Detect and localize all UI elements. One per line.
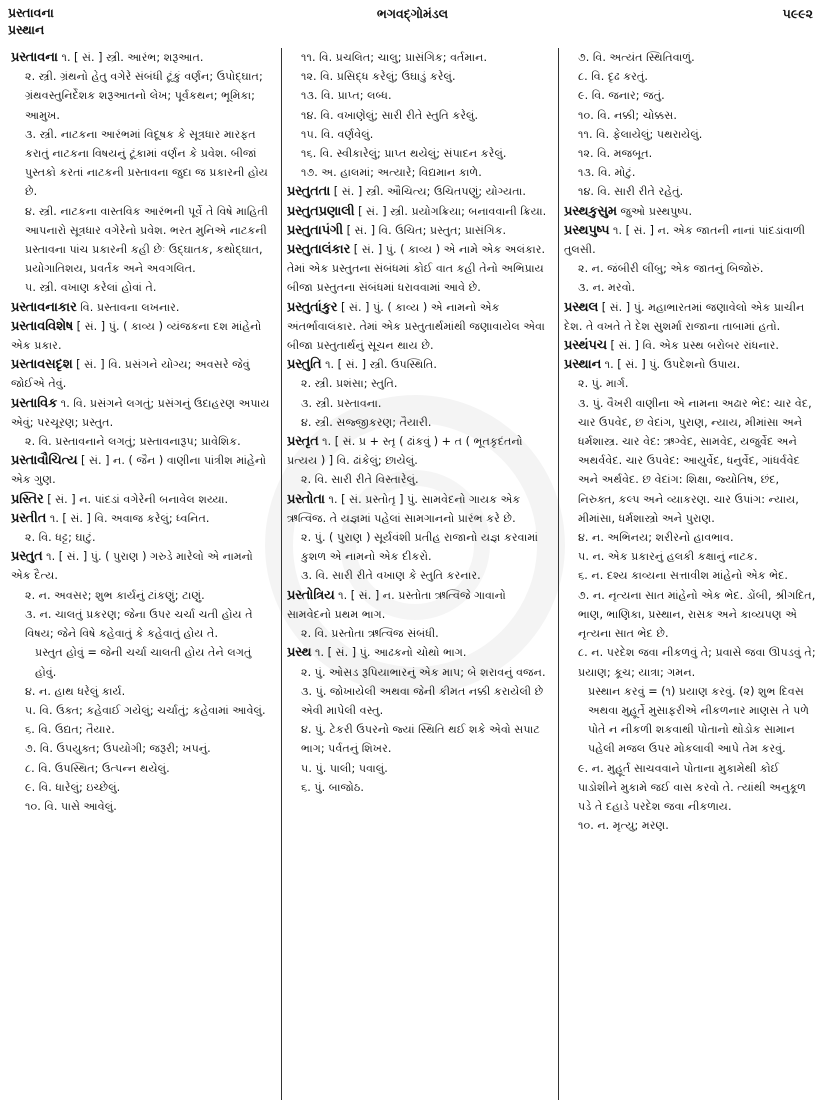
- entry-sense: [287, 48, 553, 67]
- definition-text: ૬. પું. બાજોઠ.: [301, 780, 364, 794]
- entry-sense: [11, 682, 276, 701]
- definition-text: ૪. ન. અભિનય; શરીરનો હાવભાવ.: [578, 531, 734, 545]
- definition-text: ૧. [ સં. ] સ્ત્રી. ઉપસ્થિતિ.: [321, 358, 437, 372]
- definition-text: ૨. ન. અવસર; શુભ કાર્યનું ટાંકણું; ટાણું.: [25, 588, 205, 602]
- headword: પ્રસ્થલ: [564, 299, 599, 315]
- definition-text: પ્રસ્તુત હોવું = જેની ચર્ચા ચાલતી હોય તેને લગતું હોવું.: [35, 646, 255, 679]
- entry-sense: [287, 566, 553, 585]
- entry-sense: [11, 125, 276, 202]
- dictionary-entry: [11, 48, 276, 67]
- entry-sense: [287, 778, 553, 797]
- column-left: [6, 48, 281, 1100]
- headword: પ્રસ્તાવના: [11, 50, 58, 65]
- definition-text: ૧. વિ. પ્રસંગને લગતું; પ્રસંગનું ઉદાહરણ અપાય એવું; પરચૂરણ; પ્રસ્તુત.: [11, 396, 274, 429]
- first-entry-label: પ્રસ્તાવના: [8, 5, 54, 20]
- definition-text: ૩. વિ. સારી રીતે વખાણ કે સ્તુતિ કરનાર.: [301, 569, 481, 583]
- entry-sense: [564, 48, 816, 67]
- definition-text: ૧૫. વિ. વર્ણવેલું.: [301, 127, 374, 141]
- dictionary-entry: [287, 202, 553, 221]
- entry-sense: [564, 259, 816, 278]
- entry-sense: [564, 182, 816, 201]
- definition-text: [ સં. ] પું. મહાભારતમાં જણાવેલો એક પ્રાચીન દેશ. તે વખતે તે દેશ સુશર્મા રાજાના તાબામાં હતો.: [564, 300, 808, 333]
- dictionary-entry: [11, 547, 276, 585]
- definition-text: ૯. વિ. જનાર; જતું.: [578, 89, 665, 103]
- definition-text: [ સં. ] ન. ( જૈન ) વાણીના પાંત્રીશ માંહેનો એક ગુણ.: [11, 454, 270, 487]
- dictionary-entry: [11, 317, 276, 355]
- definition-text: ૨. પું. ( પુરાણ ) સૂર્યવંશી પ્રતીહ રાજાનો યજ્ઞ કરવામાં કુશળ એ નામનો એક દીકરો.: [301, 531, 542, 564]
- definition-text: ૧૦. વિ. પાસે આવેલું.: [25, 799, 117, 813]
- entry-sense: [11, 701, 276, 720]
- definition-text: પ્રસ્થાન કરવું = (૧) પ્રયાણ કરવું. (૨) શુભ દિવસ અથવા મુહૂર્તે મુસાફરીએ નીકળનાર માણસ તે પળે પોતે ન નીકળી શકવાથી પોતાનો થોડોક સામાન પહેલી મજલ ઉપર મોકલાવી આપે તેમ કરવું.: [588, 684, 813, 756]
- definition-text: [ સં. ] સ્ત્રી. પ્રયોગક્રિયા; બનાવવાની ક્રિયા.: [354, 204, 547, 218]
- entry-sense: [287, 413, 553, 432]
- headword: પ્રસ્થ: [287, 645, 312, 661]
- column-right: [558, 48, 821, 1100]
- dictionary-entry: [11, 394, 276, 432]
- entry-sense: [11, 278, 276, 297]
- entry-sense: [564, 67, 816, 86]
- definition-text: ૧૩. વિ. પ્રાપ્ત; લબ્ધ.: [301, 89, 392, 103]
- headword: પ્રસ્તીત: [11, 510, 47, 526]
- entry-sense: [564, 586, 819, 644]
- entry-sense: [564, 566, 816, 585]
- headword: પ્રસ્તોત્રિય: [287, 587, 335, 603]
- entry-sense: [11, 759, 276, 778]
- dictionary-entry: [287, 240, 553, 298]
- entry-sense: [11, 432, 276, 451]
- entry-sense: [564, 394, 816, 528]
- entry-sense: [287, 759, 553, 778]
- headword: પ્રસ્તુતાંકુર: [287, 299, 338, 315]
- entry-sense: [287, 624, 553, 643]
- column-middle: [281, 48, 558, 1100]
- entry-sense: [564, 163, 816, 182]
- entry-sense: [564, 278, 816, 297]
- dictionary-entry: [564, 336, 816, 355]
- headword: પ્રસ્તાવસદૃશ: [11, 357, 73, 373]
- text-columns: [6, 48, 821, 1100]
- entry-sense: [287, 720, 553, 758]
- definition-text: ૧૧. વિ. ફેલાયેલું; પથરાયેલું.: [578, 127, 703, 141]
- definition-text: ૫. સ્ત્રી. વખાણ કરેલાં હોવાં તે.: [25, 281, 157, 295]
- definition-text: ૫. વિ. ઉક્ત; કહેવાઈ ગયેલું; ચર્ચાતું; કહેવામાં આવેલું.: [25, 703, 266, 717]
- headword: પ્રસ્થાન: [564, 357, 602, 373]
- headword: પ્રસ્તુત: [11, 549, 43, 565]
- entry-sense: [287, 163, 553, 182]
- headword: પ્રસ્તિર: [11, 491, 44, 507]
- definition-text: ૧૬. વિ. સ્વીકારેલું; પ્રાપ્ત થયેલું; સંપાદન કરેલું.: [301, 147, 507, 161]
- entry-sense: [564, 682, 816, 759]
- entry-sense: [11, 605, 276, 643]
- dictionary-entry: [564, 355, 816, 374]
- definition-text: ૧૭. અ. હાલમાં; અત્યારે; વિદ્યમાન કાળે.: [301, 166, 482, 180]
- headword: પ્રસ્તાવૌચિત્ય: [11, 453, 78, 469]
- definition-text: ૮. વિ. ઉપસ્થિત; ઉત્પન્ન થયેલું.: [25, 761, 170, 775]
- dictionary-entry: [11, 298, 276, 317]
- entry-sense: [287, 374, 553, 393]
- definition-text: ૧૨. વિ. પ્રસિદ્ધ કરેલું; ઉઘાડું કરેલું.: [301, 70, 456, 84]
- definition-text: ૧૧. વિ. પ્રચલિત; ચાલુ; પ્રાસંગિક; વર્તમાન.: [301, 51, 488, 64]
- headword: પ્રસ્થંપચ: [564, 338, 607, 354]
- entry-sense: [564, 144, 816, 163]
- definition-text: ૧. [ સં. પ્રસ્તોતૃ ] પું. સામવેદનો ગાયક એક ઋત્વિજ. તે યજ્ઞમાં પહેલાં સામગાનનો પ્રારંભ કરે છે.: [287, 492, 524, 525]
- headword: પ્રસ્તુતપ્રણાલી: [287, 203, 355, 219]
- definition-text: ૧. [ સં. ] પું. ( પુરાણ ) ગરુડે મારેલો એ નામનો એક દૈત્ય.: [11, 550, 257, 583]
- headword: પ્રસ્તાવિક: [11, 395, 58, 411]
- headword: પ્રસ્તાવવિશેષ: [11, 318, 74, 334]
- entry-sense: [564, 816, 816, 835]
- definition-text: ૬. ન. દશ્ય કાવ્યના સત્તાવીશ માંહેનો એક ભેદ.: [578, 569, 788, 583]
- definition-text: [ સં. ] પું. ( કાવ્ય ) વ્યંજકના દશ માંહેનો એક પ્રકાર.: [11, 319, 265, 353]
- definition-text: ૩. પું. વૈખરી વાણીના એ નામના અઢાર ભેદ: ચાર વેદ, ચાર ઉપવેદ, છ વેદાંગ, પુરાણ, ન્યાય, મીમાંસા અને ધર્મશાસ્ત્ર. ચાર વેદ: ઋગ્વેદ, સામવેદ, યજુર્વેદ અને અથર્વવેદ. ચાર ઉપવેદ: આયુર્વેદ, ધનુર્વેદ, ગાંધર્વવેદ અને અર્થવેદ. છ વેદાંગ: શિક્ષા, જ્યોતિષ, છંદ, નિરુક્ત, કલ્પ અને વ્યાકરણ. ચાર ઉપાંગ: ન્યાય, મીમાંસા, ધર્મશાસ્ત્રો અને પુરાણ.: [578, 396, 816, 525]
- definition-text: વિ. પ્રસ્તાવના લખનાર.: [76, 300, 180, 314]
- definition-text: ૧. [ સં. ] ન. પ્રસ્તોતા ઋત્વિજે ગાવાનો સામવેદનો પ્રથમ ભાગ.: [287, 588, 510, 621]
- definition-text: ૩. સ્ત્રી. પ્રસ્તાવના.: [301, 396, 382, 410]
- entry-sense: [564, 528, 816, 547]
- headword: પ્રસ્તુતતા: [287, 184, 331, 200]
- dictionary-entry: [564, 221, 816, 259]
- definition-text: ૯. વિ. ધારેલું; ઇચ્છેલું.: [25, 780, 121, 794]
- definition-text: ૨. પું. ઓસડ રૂપિયાભારનું એક માપ; બે શરાવનું વજન.: [301, 665, 546, 679]
- entry-sense: [287, 144, 553, 163]
- definition-text: ૧. [ સં. ] ન. એક જાતની નાનાં પાંદડાંવાળી તુલસી.: [564, 223, 809, 257]
- definition-text: ૧. [ સં. ] વિ. અવાજ કરેલું; ધ્વનિત.: [46, 511, 210, 525]
- definition-text: [ સં. ] પું. ( કાવ્ય ) એ નામનો એક અંતર્ભાવાલંકાર. તેમાં એક પ્રસ્તુતાર્થમાંથી જણાવાયેલ એવા બીજા પ્રસ્તુતાર્થનું સૂચન થાય છે.: [287, 300, 549, 353]
- entry-sense: [11, 528, 276, 547]
- definition-text: ૨. વિ. ધટ્ટ; ઘાટું.: [25, 531, 96, 545]
- definition-text: ૧૩. વિ. મોટું.: [578, 166, 636, 180]
- headword: પ્રસ્થપુષ્પ: [564, 222, 610, 238]
- definition-text: જુઓ પ્રસ્થપુષ્પ.: [616, 204, 693, 218]
- dictionary-entry: [287, 490, 553, 528]
- definition-text: ૧. [ સં. ] પું. આઢકનો ચોથો ભાગ.: [311, 646, 467, 660]
- entry-sense: [564, 106, 816, 125]
- definition-text: [ સં. ] વિ. એક પ્રસ્થ બરોબર રાંધનાર.: [607, 339, 779, 353]
- dictionary-entry: [287, 298, 553, 356]
- entry-sense: [564, 374, 816, 393]
- headword: પ્રસ્તુતિ: [287, 357, 322, 373]
- definition-text: [ સં. ] સ્ત્રી. ઔચિત્ય; ઉચિતપણું; યોગ્યતા.: [330, 185, 526, 199]
- definition-text: ૨. વિ. સારી રીતે વિસ્તારેલું.: [301, 473, 419, 487]
- entry-sense: [11, 67, 276, 125]
- headword: પ્રસ્તોતા: [287, 491, 325, 507]
- dictionary-entry: [564, 298, 816, 336]
- definition-text: ૨. ન. જંબીરી લીંબુ; એક જાતનું બિજોરું.: [578, 262, 764, 276]
- definition-text: [ સં. ] વિ. પ્રસંગને યોગ્ય; અવસરે જેવું જોઈએ તેવું.: [11, 358, 254, 391]
- definition-text: ૮. ન. પરદેશ જવા નીકળવું તે; પ્રવાસે જવા ઊપડવું તે; પ્રયાણ; કૂચ; યાત્રા; ગમન.: [578, 646, 820, 679]
- entry-sense: [564, 759, 816, 817]
- entry-sense: [564, 547, 816, 566]
- definition-text: ૭. ન. નૃત્યના સાત માંહેનો એક ભેદ. ડોંબી, શ્રીગદિત, ભાણ, ભાણિકા, પ્રસ્થાન, રાસક અને કાવ્યપણ એ નૃત્યના સાત ભેદ છે.: [578, 588, 819, 641]
- definition-text: ૨. વિ. પ્રસ્તાવનાને લગતું; પ્રસ્તાવનારૂપ; પ્રાવેશિક.: [25, 435, 241, 449]
- definition-text: ૭. વિ. અત્યંત સ્થિતિવાળું.: [578, 51, 695, 64]
- definition-text: ૧. [ સં. ] પું. ઉપદેશનો ઉપાય.: [601, 358, 741, 372]
- dictionary-entry: [287, 355, 553, 374]
- entry-sense: [11, 586, 276, 605]
- definition-text: ૨. સ્ત્રી. પ્રશંસા; સ્તુતિ.: [301, 377, 398, 391]
- entry-sense: [11, 720, 276, 739]
- definition-text: [ સં. ] ન. પાંદડાં વગેરેની બનાવેલ શય્યા.: [43, 492, 229, 506]
- definition-text: ૩. ન. મરવો.: [578, 281, 636, 295]
- entry-sense: [287, 67, 553, 86]
- definition-text: ૧૪. વિ. વખાણેલું; સારી રીતે સ્તુતિ કરેલું.: [301, 108, 479, 122]
- entry-sense: [287, 528, 553, 566]
- entry-sense: [11, 797, 276, 816]
- definition-text: ૧૨. વિ. મજબૂત.: [578, 147, 653, 161]
- definition-text: ૨. વિ. પ્રસ્તોતા ઋત્વિજ સંબંધી.: [301, 627, 439, 641]
- definition-text: [ સં. ] વિ. ઉચિત; પ્રસ્તુત; પ્રાસંગિક.: [343, 223, 507, 237]
- entry-sense: [564, 643, 820, 681]
- headword: પ્રસ્તૃત: [287, 434, 319, 450]
- dictionary-entry: [287, 586, 553, 624]
- entry-sense: [11, 778, 276, 797]
- definition-text: ૩. ન. ચાલતું પ્રકરણ; જેના ઉપર ચર્ચા ચતી હોય તે વિષય; જેને વિષે કહેવાતું કે કહેવાતું હોય તે.: [25, 607, 257, 641]
- dictionary-entry: [287, 221, 553, 240]
- entry-sense: [287, 394, 553, 413]
- definition-text: ૨. પું. માર્ગ.: [578, 377, 629, 391]
- definition-text: ૯. ન. મુહૂર્ત સાચવવાને પોતાના મુકામેથી કોઈ પાડોશીને મુકામે જઈ વાસ કરવો તે. ત્યાંથી અનુકૂળ પડે તે દહાડે પરદેશ જવા નીકળાય.: [578, 761, 810, 813]
- dictionary-entry: [11, 490, 276, 509]
- dictionary-entry: [11, 355, 276, 393]
- dictionary-entry: [11, 451, 276, 489]
- definition-text: ૪. ન. હાથ ધરેલું કાર્ય.: [25, 684, 126, 698]
- definition-text: ૫. પું. પાલી; પવાલું.: [301, 761, 388, 775]
- definition-text: ૫. ન. એક પ્રકારનું હલકી કક્ષાનું નાટક.: [578, 550, 758, 564]
- definition-text: [ સં. ] પું. ( કાવ્ય ) એ નામે એક અલંકાર. તેમાં એક પ્રસ્તુતના સંબંધમાં કોઈ વાત કહી તેનો અભિપ્રાય બીજા પ્રસ્તુતના સંબંધમાં ધરાવવામાં આવે છે.: [287, 243, 549, 295]
- headword: પ્રસ્તુતાપંગી: [287, 222, 344, 238]
- entry-sense: [287, 125, 553, 144]
- definition-text: ૧. [ સં. પ્ર + સ્તૃ ( ઢાંકવું ) + ત ( ભૂતકૃદંતનો પ્રત્યય ) ] વિ. ઢાંકેલું; છાયેલું.: [287, 435, 527, 468]
- entry-sense: [11, 739, 276, 758]
- definition-text: ૩. સ્ત્રી. નાટકના આરંભમાં વિદૂષક કે સૂત્રધાર મારફત કરાતું નાટકના વિષયનું ટૂંકામાં વર્ણન કે પ્રવેશ. બીજાં પુસ્તકો કરતાં નાટકની પ્રસ્તાવના જુદા જ પ્રકારની હોય છે.: [25, 127, 272, 199]
- definition-text: ૧. [ સં. ] સ્ત્રી. આરંભ; શરૂઆત.: [57, 51, 204, 64]
- headword: પ્રસ્તુતાલંકાર: [287, 242, 351, 258]
- headword: પ્રસ્થકુસુમ: [564, 203, 617, 219]
- definition-text: ૧૪. વિ. સારી રીતે રહેતું.: [578, 185, 684, 199]
- page-number: ૫૯૯૨: [782, 6, 813, 21]
- entry-sense: [287, 106, 553, 125]
- definition-text: ૪. સ્ત્રી. સજ્જીકરણ; તૈયારી.: [301, 415, 432, 429]
- entry-sense: [564, 125, 816, 144]
- definition-text: ૪. સ્ત્રી. નાટકના વાસ્તવિક આરંભની પૂર્વે તે વિષે માહિતી આપનારો સૂત્રધાર વગેરેનો પ્રવેશ. ભરત મુનિએ નાટકની પ્રસ્તાવના પાંચ પ્રકારની કહી છેઃ ઉદ્ઘાતક, કથોદ્ઘાત, પ્રયોગાતિશય, પ્રવર્તક અને અવગલિત.: [25, 204, 272, 276]
- definition-text: ૭. વિ. ઉપયુક્ત; ઉપયોગી; જરૂરી; ખપનું.: [25, 742, 211, 756]
- definition-text: ૮. વિ. દૃઢ કરતું.: [578, 70, 648, 84]
- entry-sense: [287, 86, 553, 105]
- entry-sense: [287, 682, 553, 720]
- last-entry-label: પ્રસ્થાન: [8, 22, 45, 37]
- entry-sense: [11, 643, 276, 681]
- entry-sense: [11, 202, 276, 279]
- definition-text: ૨. સ્ત્રી. ગ્રંથનો હેતુ વગેરે સંબંધી ટૂંકું વર્ણન; ઉપોદ્ઘાત; ગ્રંથવસ્તુનિર્દેશક શરૂઆતનો લેખ; પૂર્વકથન; ભૂમિકા; આમુખ.: [25, 70, 267, 122]
- definition-text: ૬. વિ. ઉદ્યત; તૈયાર.: [25, 723, 115, 737]
- definition-text: ૧૦. ન. મૃત્યુ; મરણ.: [578, 819, 669, 833]
- dictionary-entry: [287, 643, 553, 662]
- dictionary-entry: [11, 509, 276, 528]
- dictionary-entry: [564, 202, 816, 221]
- definition-text: ૧૦. વિ. નક્કી; ચોક્કસ.: [578, 108, 677, 122]
- definition-text: ૩. પું. જોખાયેલી અથવા જેની કીમત નક્કી કરાયેલી છે એવી માપેલી વસ્તુ.: [301, 684, 547, 717]
- entry-sense: [287, 470, 553, 489]
- headword: પ્રસ્તાવનાકાર: [11, 299, 77, 315]
- dictionary-entry: [287, 182, 553, 201]
- definition-text: ૪. પું. ટેકરી ઉપરનો જ્યાં સ્થિતિ થઈ શકે એવો સપાટ ભાગ; પર્વતનું શિખર.: [301, 723, 544, 756]
- dictionary-title: ભગવદ્ગોમંડલ: [376, 6, 449, 21]
- entry-sense: [287, 663, 553, 682]
- entry-sense: [564, 86, 816, 105]
- dictionary-entry: [287, 432, 553, 470]
